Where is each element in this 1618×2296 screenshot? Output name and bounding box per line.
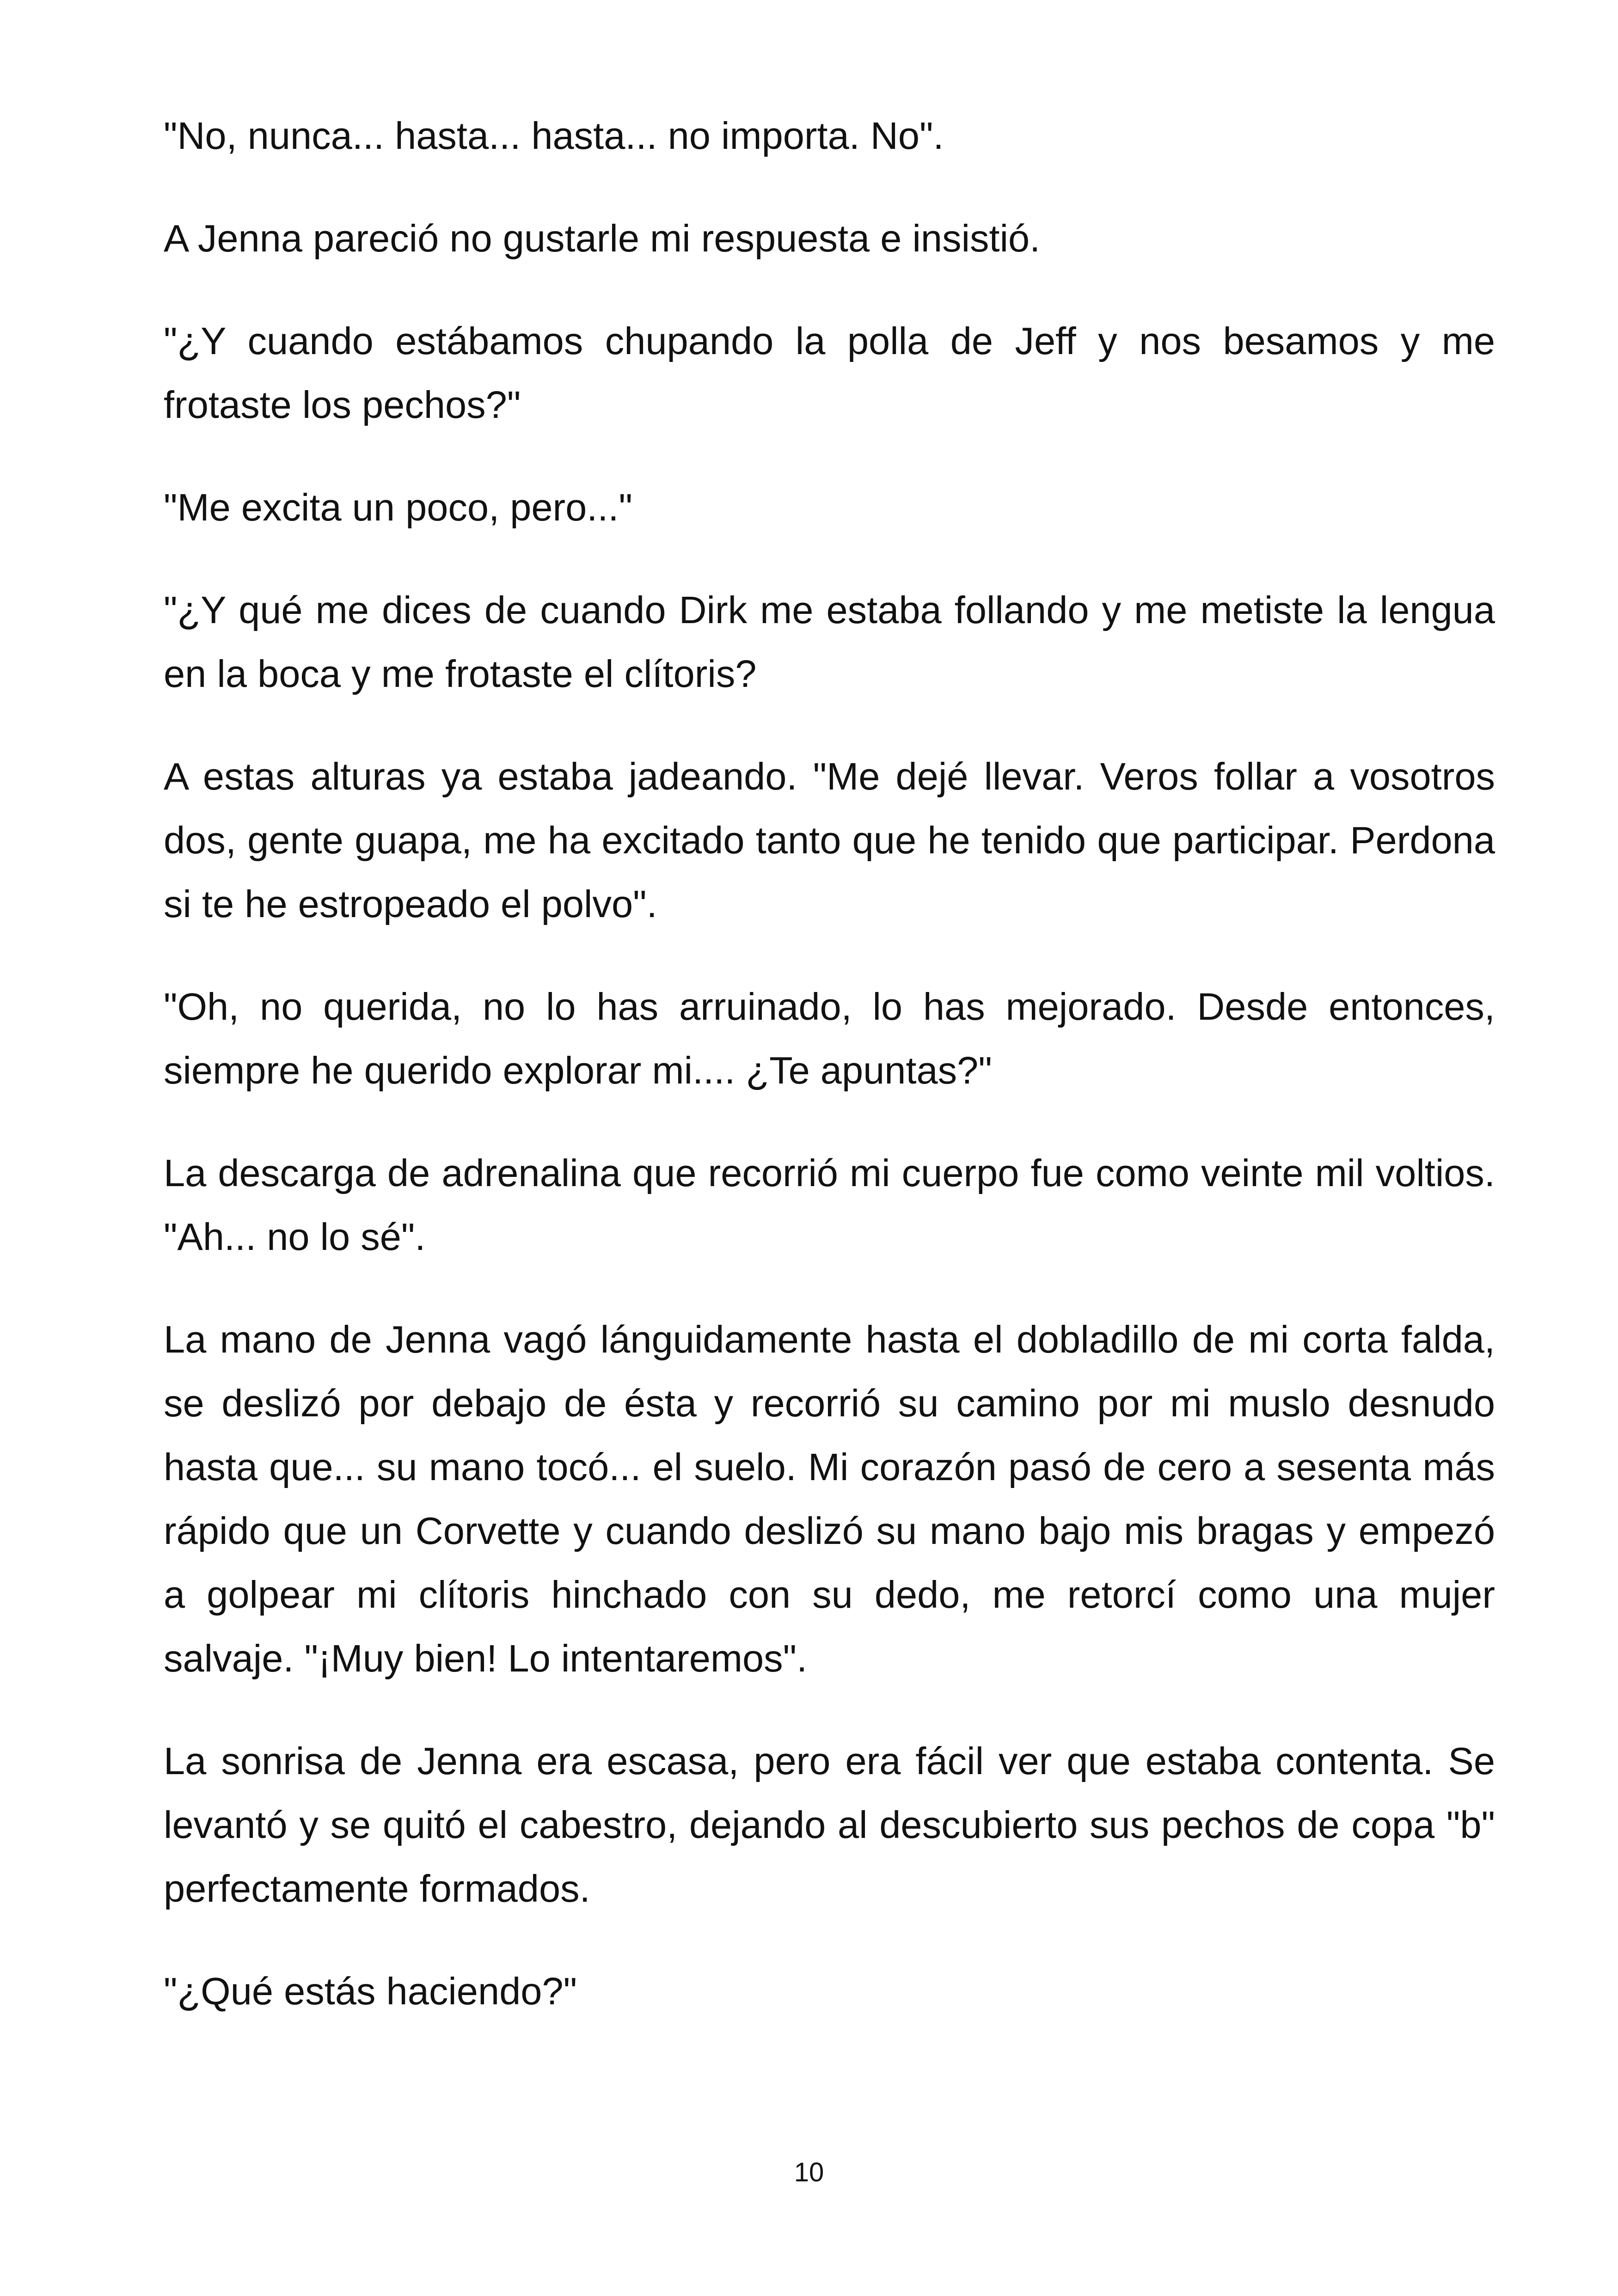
page-number: 10 xyxy=(794,2157,824,2187)
paragraph: "¿Y cuando estábamos chupando la polla de Jeff y nos besamos y me frotaste los pechos?" xyxy=(164,319,1495,426)
paragraph: "¿Y qué me dices de cuando Dirk me estaba follando y me metiste la lengua en la boca y me frotaste el clítoris? xyxy=(164,588,1495,695)
paragraph: A Jenna pareció no gustarle mi respuesta e insistió. xyxy=(164,217,1041,260)
paragraph: A estas alturas ya estaba jadeando. "Me dejé llevar. Veros follar a vosotros dos, gente guapa, me ha excitado tanto que he tenido que participar. Perdona si te he estropeado el polvo". xyxy=(164,755,1495,925)
paragraph: La descarga de adrenalina que recorrió mi cuerpo fue como veinte mil voltios. "Ah... no lo sé". xyxy=(164,1151,1495,1258)
paragraph: La mano de Jenna vagó lánguidamente hasta el dobladillo de mi corta falda, se deslizó por debajo de ésta y recorrió su camino por mi muslo desnudo hasta que... su mano tocó... el suelo. Mi corazón pasó de cero a sesenta más rápido que un Corvette y cuando deslizó su mano bajo mis bragas y empezó a golpear mi clítoris hinchado con su dedo, me retorcí como una mujer salvaje. "¡Muy bien! Lo intentaremos". xyxy=(164,1318,1495,1680)
paragraph: "Oh, no querida, no lo has arruinado, lo has mejorado. Desde entonces, siempre he querido explorar mi.... ¿Te apuntas?" xyxy=(164,985,1495,1092)
paragraph: La sonrisa de Jenna era escasa, pero era fácil ver que estaba contenta. Se levantó y se quitó el cabestro, dejando al descubierto sus pechos de copa "b" perfectamente formados. xyxy=(164,1739,1495,1910)
body-text xyxy=(164,104,1495,2062)
paragraph: "Me excita un poco, pero..." xyxy=(164,486,632,529)
paragraph: "¿Qué estás haciendo?" xyxy=(164,1970,577,2013)
paragraph: "No, nunca... hasta... hasta... no importa. No". xyxy=(164,114,944,157)
